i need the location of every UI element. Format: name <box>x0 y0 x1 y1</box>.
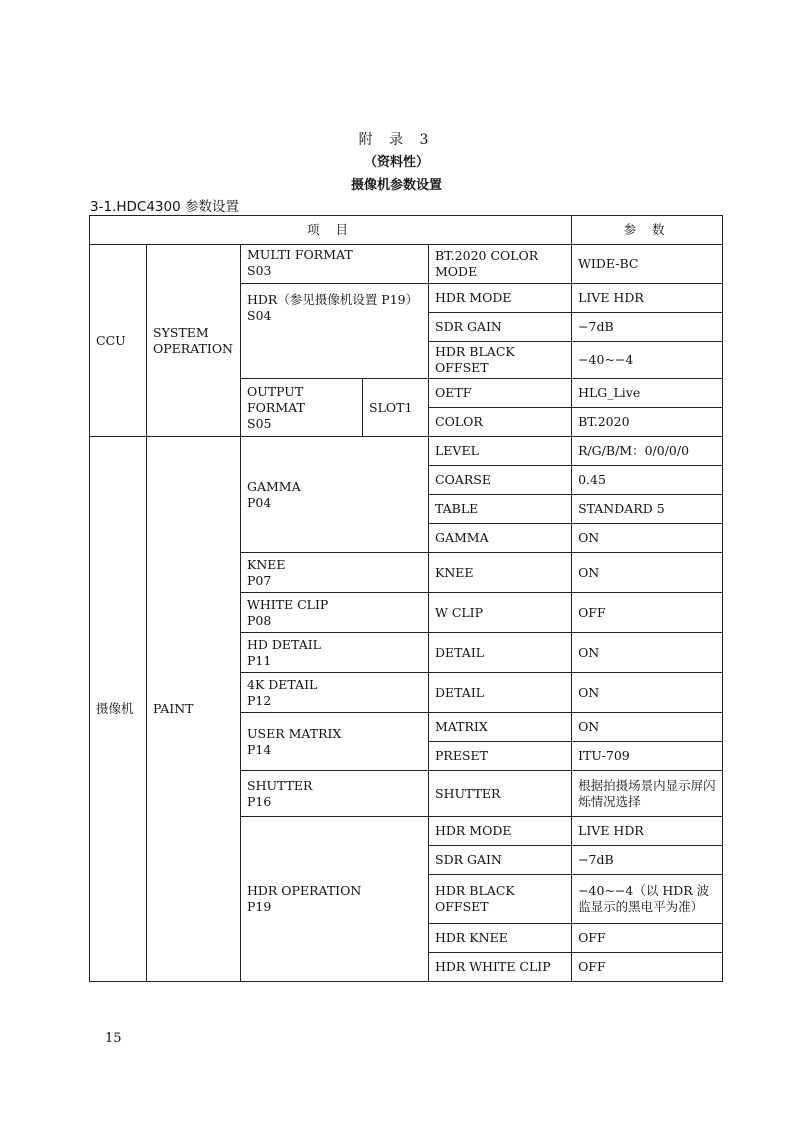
value-cell: −40~−4（以 HDR 波监显示的黑电平为准） <box>572 875 723 924</box>
item-cell: DETAIL <box>429 673 572 713</box>
k4-detail-cell: 4K DETAIL P12 <box>241 673 429 713</box>
item-cell: COLOR <box>429 408 572 437</box>
item-cell: PRESET <box>429 742 572 771</box>
sub-paint: PAINT <box>147 437 241 982</box>
nature-label: （资料性） <box>363 155 429 170</box>
value-cell: WIDE-BC <box>572 245 723 284</box>
item-cell: TABLE <box>429 495 572 524</box>
item-cell: HDR BLACK OFFSET <box>429 875 572 924</box>
user-matrix-cell: USER MATRIX P14 <box>241 713 429 771</box>
item-cell: BT.2020 COLOR MODE <box>429 245 572 284</box>
value-cell: R/G/B/M：0/0/0/0 <box>572 437 723 466</box>
hdr-operation-cell: HDR OPERATION P19 <box>241 817 429 982</box>
value-cell: ON <box>572 633 723 673</box>
group-ccu: CCU <box>90 245 147 437</box>
item-cell: HDR BLACK OFFSET <box>429 342 572 379</box>
white-clip-cell: WHITE CLIP P08 <box>241 593 429 633</box>
item-cell: HDR KNEE <box>429 924 572 953</box>
value-cell: ON <box>572 713 723 742</box>
value-cell: −7dB <box>572 846 723 875</box>
item-cell: LEVEL <box>429 437 572 466</box>
value-cell: OFF <box>572 953 723 982</box>
table-header <box>90 216 723 245</box>
value-cell: ON <box>572 673 723 713</box>
value-cell: 0.45 <box>572 466 723 495</box>
section-title: 3-1.HDC4300 参数设置 <box>90 199 239 215</box>
value-cell: OFF <box>572 593 723 633</box>
value-cell: OFF <box>572 924 723 953</box>
value-cell: BT.2020 <box>572 408 723 437</box>
item-cell: MATRIX <box>429 713 572 742</box>
value-cell: ITU-709 <box>572 742 723 771</box>
group-camera: 摄像机 <box>90 437 147 982</box>
value-cell: ON <box>572 524 723 553</box>
item-cell: COARSE <box>429 466 572 495</box>
item-cell: KNEE <box>429 553 572 593</box>
item-cell: HDR MODE <box>429 284 572 313</box>
parameter-table <box>89 215 723 982</box>
table-row <box>90 437 723 466</box>
item-cell: W CLIP <box>429 593 572 633</box>
appendix-label: 附 录 3 <box>358 132 435 148</box>
item-cell: SHUTTER <box>429 771 572 817</box>
hd-detail-cell: HD DETAIL P11 <box>241 633 429 673</box>
header-item: 项 目 <box>90 216 572 245</box>
value-cell: −7dB <box>572 313 723 342</box>
item-cell: OETF <box>429 379 572 408</box>
output-format-cell: OUTPUT FORMAT S05 <box>241 379 363 437</box>
slot-cell: SLOT1 <box>363 379 429 437</box>
item-cell: GAMMA <box>429 524 572 553</box>
value-cell: LIVE HDR <box>572 284 723 313</box>
header-param: 参 数 <box>572 216 723 245</box>
knee-cell: KNEE P07 <box>241 553 429 593</box>
value-cell: HLG_Live <box>572 379 723 408</box>
multi-format-cell: MULTI FORMAT S03 <box>241 245 429 284</box>
value-cell: −40~−4 <box>572 342 723 379</box>
item-cell: DETAIL <box>429 633 572 673</box>
value-cell: ON <box>572 553 723 593</box>
item-cell: HDR WHITE CLIP <box>429 953 572 982</box>
value-cell: 根据拍摄场景内显示屏闪烁情况选择 <box>572 771 723 817</box>
value-cell: LIVE HDR <box>572 817 723 846</box>
table-row <box>90 245 723 284</box>
sub-system-operation: SYSTEM OPERATION <box>147 245 241 437</box>
shutter-cell: SHUTTER P16 <box>241 771 429 817</box>
hdr-cell: HDR（参见摄像机设置 P19） S04 <box>241 284 429 379</box>
item-cell: SDR GAIN <box>429 313 572 342</box>
item-cell: SDR GAIN <box>429 846 572 875</box>
item-cell: HDR MODE <box>429 817 572 846</box>
value-cell: STANDARD 5 <box>572 495 723 524</box>
page-title: 摄像机参数设置 <box>350 178 442 193</box>
page-number: 15 <box>105 1031 122 1046</box>
gamma-cell: GAMMA P04 <box>241 437 429 553</box>
